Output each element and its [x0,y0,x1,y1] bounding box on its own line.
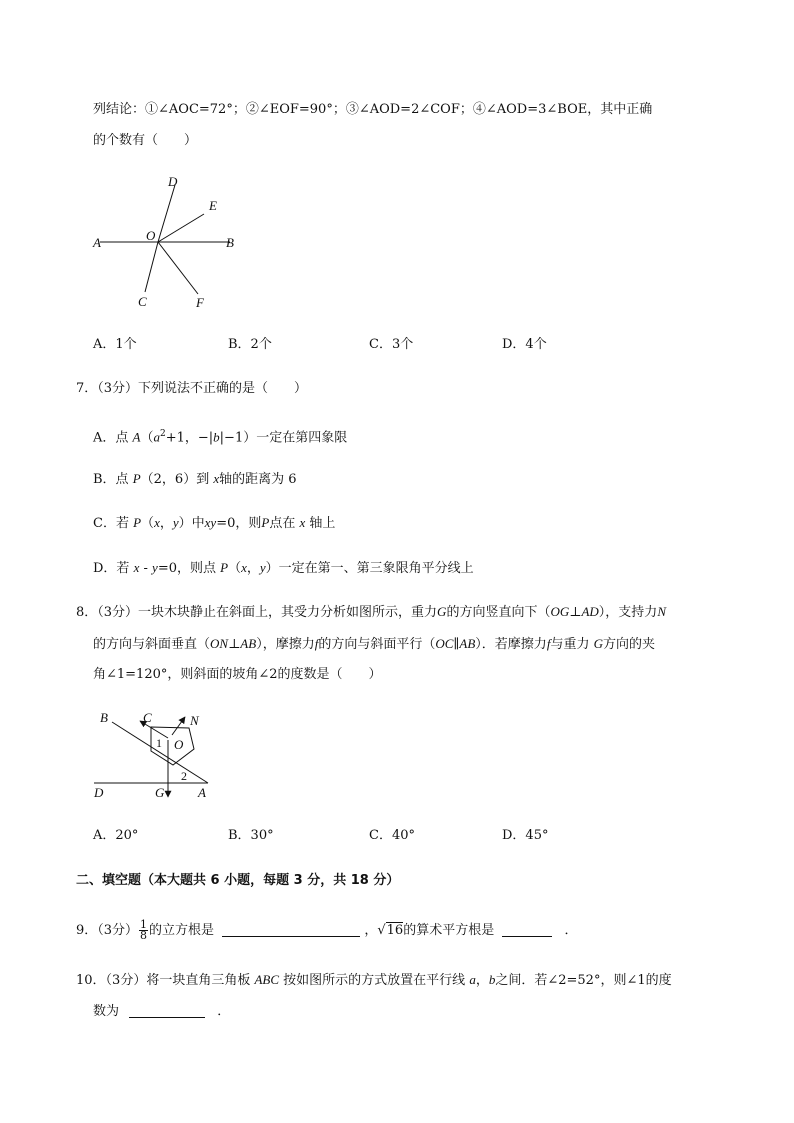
ray-OC [145,242,158,292]
q10-answer-blank[interactable] [129,1003,205,1018]
q9-answer-blank-2[interactable] [502,922,552,937]
q6-option-c: C．3个 [369,337,414,352]
q6-line2: 的个数有（ ） [93,133,198,148]
ray-OF [158,242,198,294]
q7-option-d: D．若 x - y=0，则点 P（x，y）一定在第一、第三象限角平分线上 [93,560,474,576]
slope-line [112,722,208,783]
q8-option-a: A．20° [93,828,139,843]
label-C: C [143,710,152,725]
label-1: 1 [156,736,162,750]
q10-line1: 10．（3分）将一块直角三角板 ABC 按如图所示的方式放置在平行线 a，b之间．若∠2=52°，则∠1的度 [76,972,672,988]
label-D: D [94,785,104,800]
q7-option-c: C．若 P（x，y）中xy=0，则P点在 x 轴上 [93,515,336,531]
q8-line1: 8．（3分）一块木块静止在斜面上，其受力分析如图所示，重力G的方向竖直向下（OG⊥AD），支持力N [76,604,666,620]
q7-option-a: A．点 $A(a^2+1$，−|b|−1）一定在第四象限 [93,429,348,446]
label-O: O [146,228,156,243]
label-G: G [155,785,165,800]
q9-line: 9．（3分） $\frac{1}{8}$ 的立方根是 ，√16的算术平方根是 ． [76,918,578,942]
label-2: 2 [181,769,187,783]
label-A: A [198,785,206,800]
label-O: O [174,737,184,752]
q7-option-b: B．点 P（2，6）到 x轴的距离为 6 [93,471,297,487]
q6-option-a: A．1个 [93,337,137,352]
q6-line1: 列结论：①∠AOC=72°；②∠EOF=90°；③∠AOD=2∠COF；④∠AOD=3∠BOE，其中正确 [93,102,653,117]
q9-answer-blank-1[interactable] [222,922,360,937]
label-B: B [226,235,234,250]
label-B: B [100,710,108,725]
label-A: A [93,235,101,250]
label-F: F [196,295,204,310]
sqrt-16: √16 [377,923,404,938]
label-C: C [138,294,147,309]
q8-option-d: D．45° [502,828,549,843]
q8-figure [88,705,218,805]
q8-option-c: C．40° [369,828,415,843]
section-heading-fill-in: 二、填空题（本大题共 6 小题，每题 3 分，共 18 分） [76,873,400,888]
label-D: D [168,174,178,189]
label-N: N [190,713,199,728]
q8-option-b: B．30° [228,828,274,843]
q10-line2: 数为 ． [93,1004,231,1019]
q8-line3: 角∠1=120°，则斜面的坡角∠2的度数是（ ） [93,667,382,682]
label-E: E [209,198,217,213]
q8-line2: 的方向与斜面垂直（ON⊥AB），摩擦力f的方向与斜面平行（OC∥AB）．若摩擦力f与重力 G方向的夹 [93,636,655,652]
support-force-N [172,717,185,735]
fraction-one-eighth: $\frac{1}{8}$ [140,918,148,942]
q7-stem: 7．（3分）下列说法不正确的是（ ） [76,381,308,396]
q6-option-b: B．2个 [228,337,272,352]
q6-option-d: D．4个 [502,337,547,352]
q6-figure [88,170,248,315]
